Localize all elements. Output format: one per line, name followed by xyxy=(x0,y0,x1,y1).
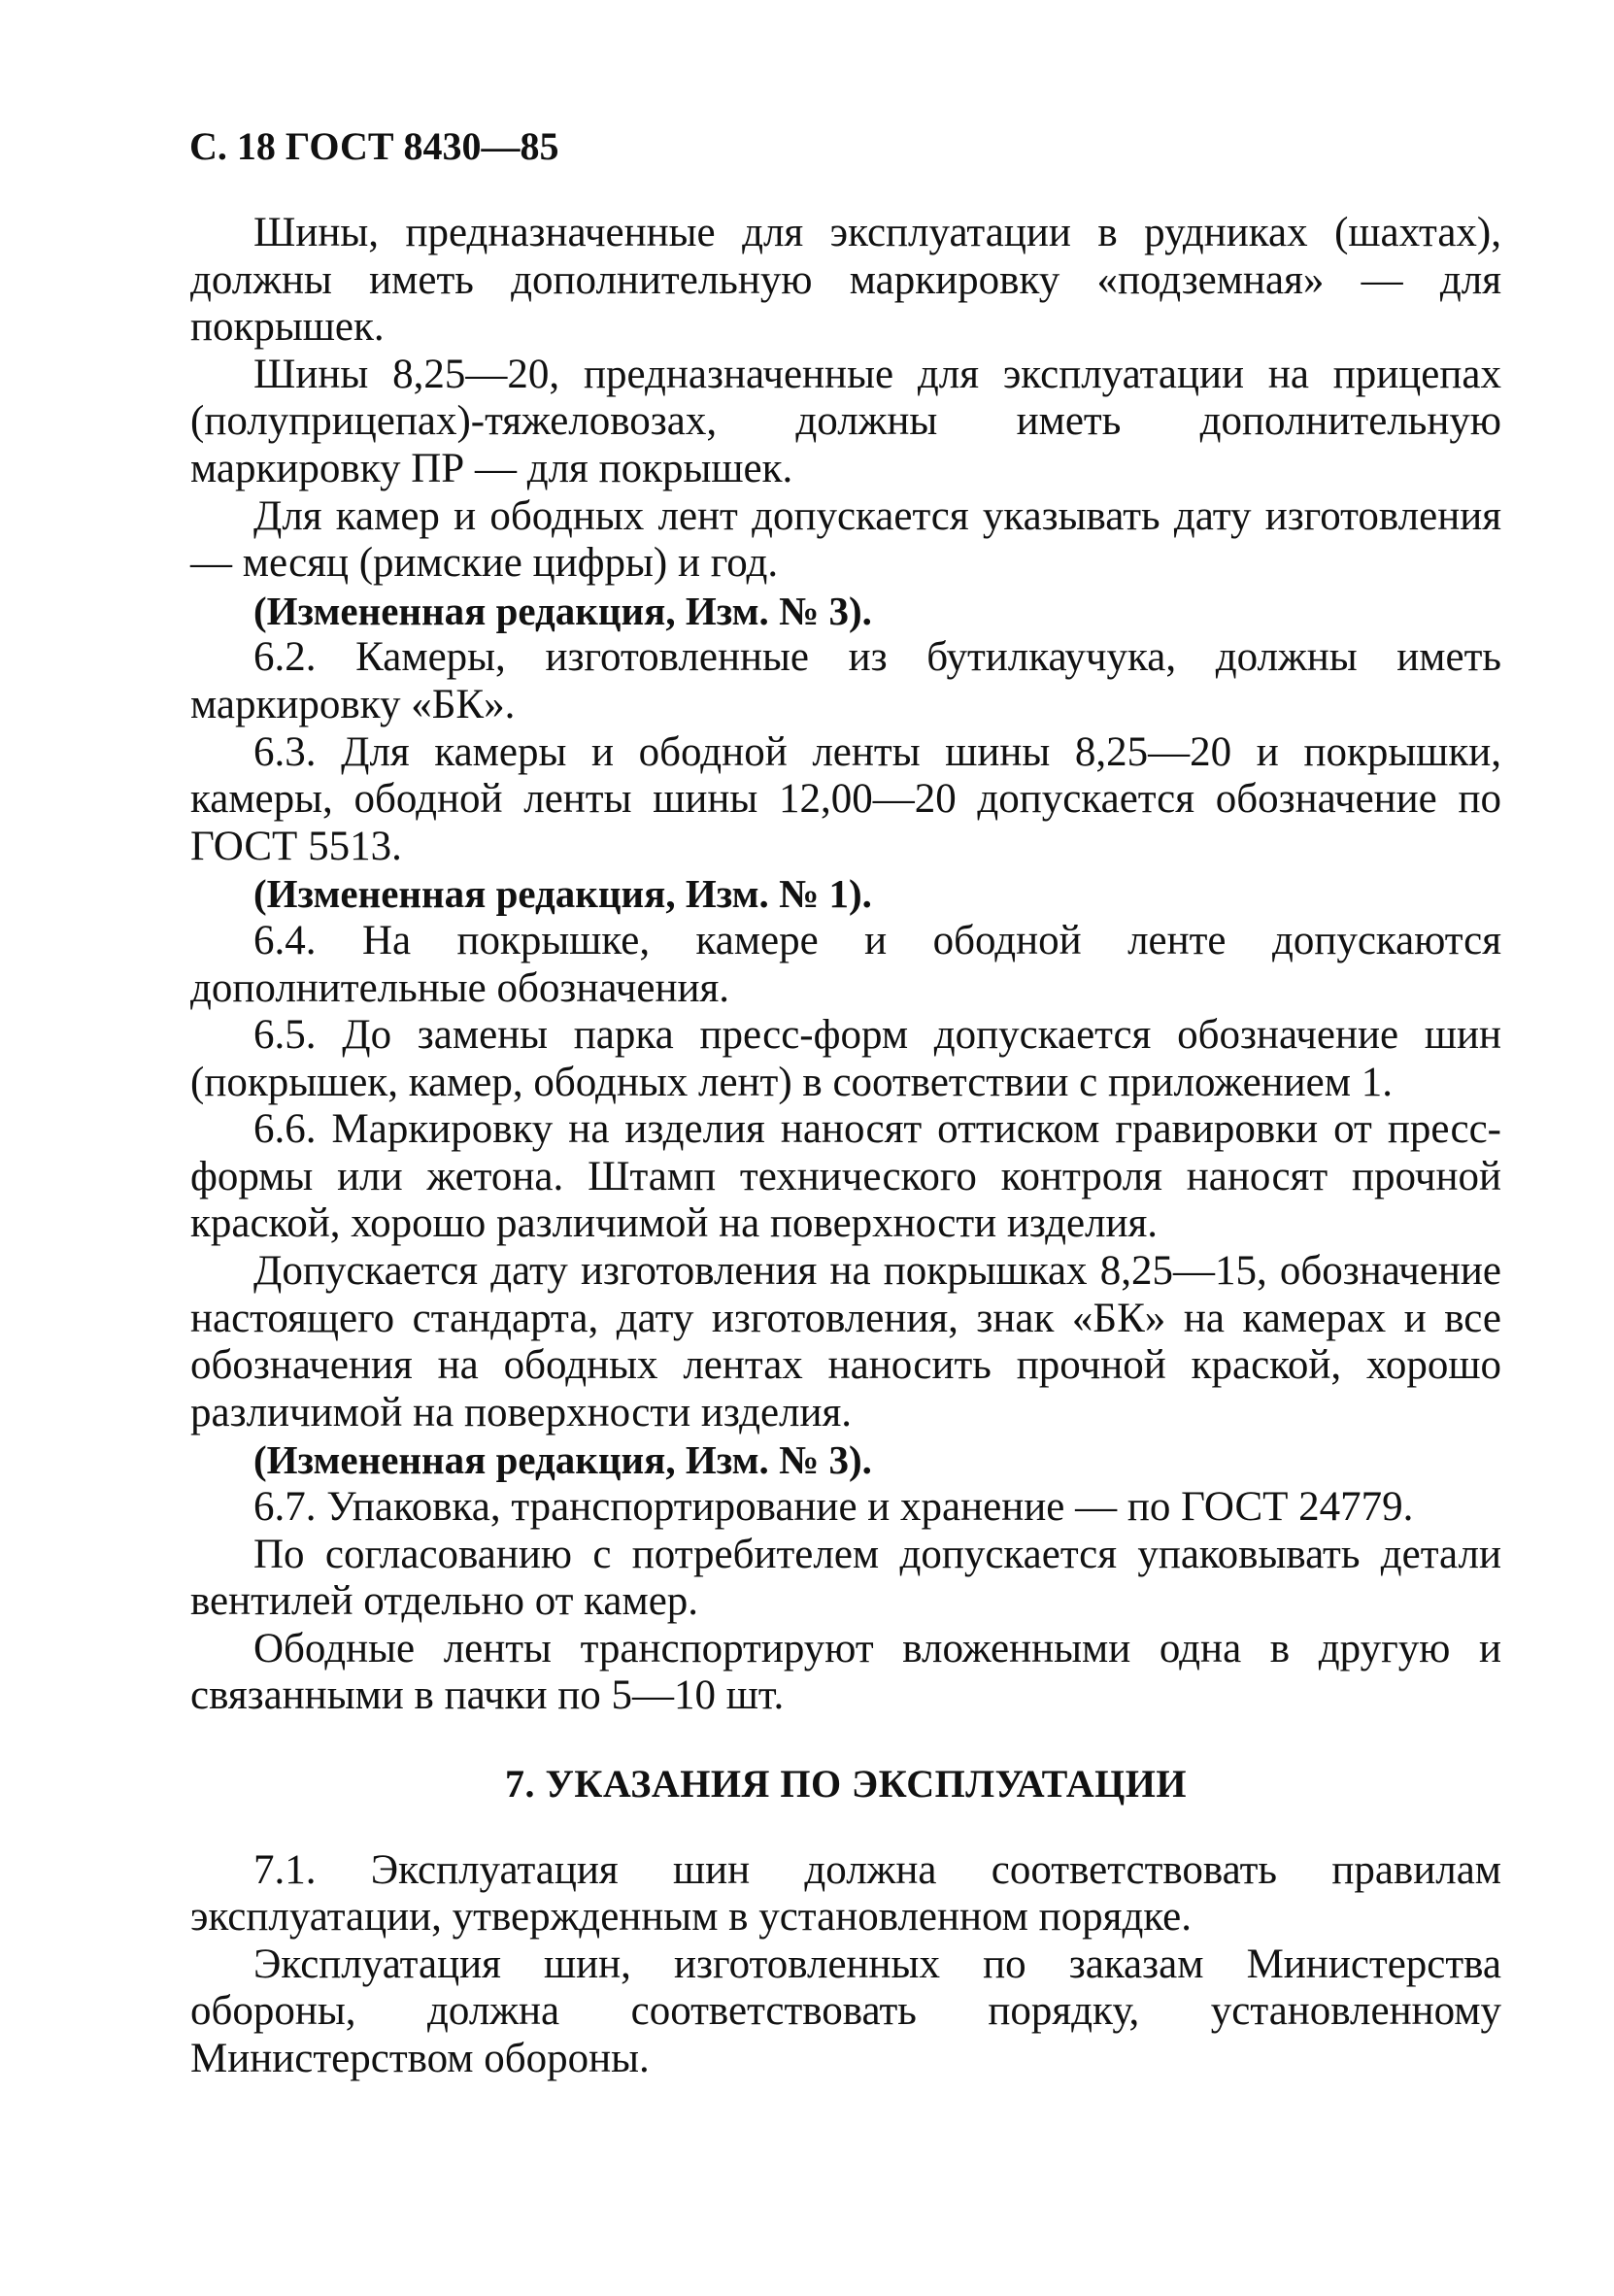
section-title: 7. УКАЗАНИЯ ПО ЭКСПЛУАТАЦИИ xyxy=(504,1762,1188,1806)
amendment-note: (Измененная редакция, Изм. № 3). xyxy=(253,588,872,633)
paragraph-trailer-tires: Шины 8,25—20, предназначенные для эксплуатации на прицепах (полуприцепах)-тяжеловозах, должны иметь дополнительную маркировку ПР — для покрышек. xyxy=(190,351,1501,491)
amendment-note: (Измененная редакция, Изм. № 1). xyxy=(253,871,872,917)
paragraph-mining-tires: Шины, предназначенные для эксплуатации в рудниках (шахтах), должны иметь дополнительную маркировку «подземная» — для покрышек. xyxy=(190,210,1501,351)
document-body xyxy=(190,210,1501,2083)
paragraph-defense-ministry: Эксплуатация шин, изготовленных по заказам Министерства обороны, должна соответствовать порядку, установленному Министерством обороны. xyxy=(190,1941,1501,2081)
clause-6-7: 6.7. Упаковка, транспортирование и хранение — по ГОСТ 24779. xyxy=(253,1484,1414,1531)
paragraph-valve-packing: По согласованию с потребителем допускается упаковывать детали вентилей отдельно от камер. xyxy=(190,1531,1501,1625)
clause-6-4: 6.4. На покрышке, камере и ободной ленте допускаются дополнительные обозначения. xyxy=(190,917,1501,1011)
clause-6-6: 6.6. Маркировку на изделия наносят оттиском гравировки от пресс-формы или жетона. Штамп технического контроля наносят прочной краской, хорошо различимой на поверхности изделия. xyxy=(190,1106,1501,1247)
clause-6-5: 6.5. До замены парка пресс-форм допускается обозначение шин (покрышек, камер, ободных лент) в соответствии с приложением 1. xyxy=(190,1012,1501,1105)
paragraph-paint-marking: Допускается дату изготовления на покрышках 8,25—15, обозначение настоящего стандарта, дату изготовления, знак «БК» на камерах и все обозначения на ободных лентах наносить прочной краской, хорошо различимой на поверхности изделия. xyxy=(190,1248,1501,1435)
clause-6-3: 6.3. Для камеры и ободной ленты шины 8,25—20 и покрышки, камеры, ободной ленты шины 12,00—20 допускается обозначение по ГОСТ 5513. xyxy=(190,728,1501,869)
clause-6-2: 6.2. Камеры, изготовленные из бутилкаучука, должны иметь маркировку «БК». xyxy=(190,634,1501,727)
amendment-note: (Измененная редакция, Изм. № 3). xyxy=(253,1437,872,1483)
page-header: С. 18 ГОСТ 8430—85 xyxy=(189,124,559,168)
paragraph-rim-tape-transport: Ободные ленты транспортируют вложенными одна в другую и связанными в пачки по 5—10 шт. xyxy=(190,1625,1501,1719)
paragraph-manufacture-date: Для камер и ободных лент допускается указывать дату изготовления — месяц (римские цифры) и год. xyxy=(190,492,1501,587)
clause-7-1: 7.1. Эксплуатация шин должна соответствовать правилам эксплуатации, утвержденным в установленном порядке. xyxy=(190,1846,1501,1941)
